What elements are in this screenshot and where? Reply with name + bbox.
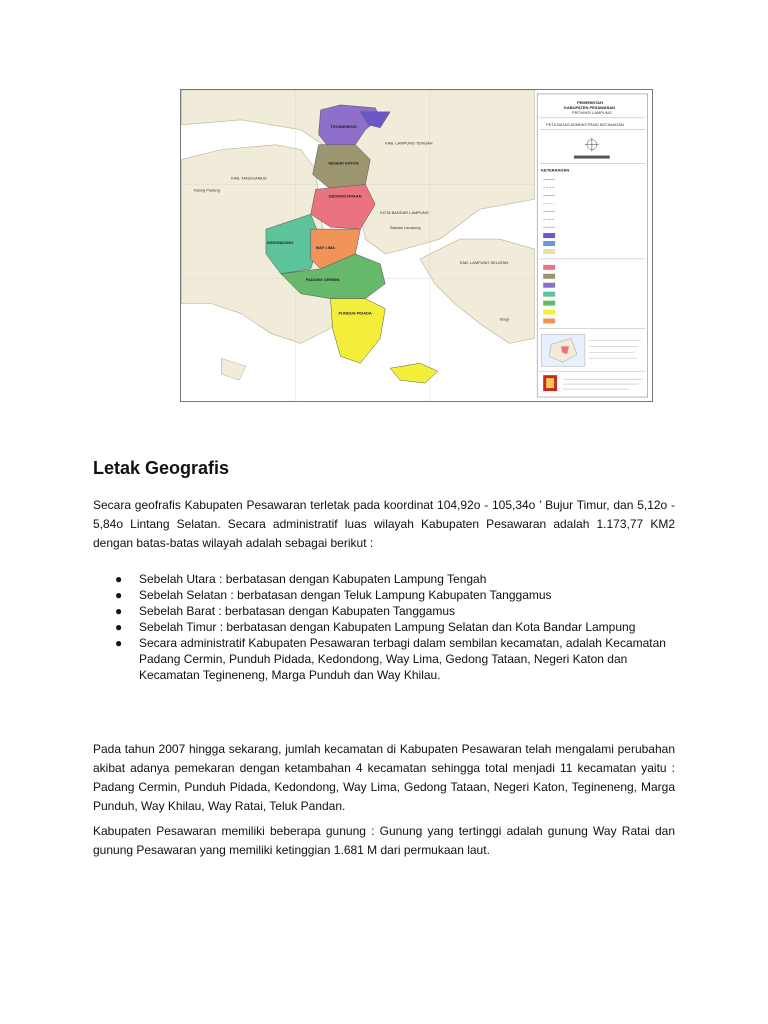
place-sragi: Sragi [499, 316, 509, 322]
legend-title-line-1: PEMERINTAH [576, 99, 603, 105]
bullet-icon: ● [115, 604, 123, 618]
mountain-paragraph: Kabupaten Pesawaran memiliki beberapa gunung : Gunung yang tertinggi adalah gunung Way Ratai dan gunung Pesawaran yang memiliki ketinggian 1.681 M dari permukaan laut. [93, 824, 675, 857]
legend-swatch-blue [543, 233, 555, 238]
paragraph-block-2 [93, 740, 675, 816]
legend-swatch-gedongtataan [543, 265, 555, 270]
legend-swatch-kedondong [543, 292, 555, 297]
map-svg [181, 90, 652, 401]
legend-heading: KETERANGAN [541, 167, 570, 173]
bullet-icon: ● [115, 620, 123, 634]
legend-title-line-2: KABUPATEN PESAWARAN [564, 104, 616, 110]
legend-swatch-padang-cermin [543, 301, 555, 306]
legend-swatch-lightblue [543, 241, 555, 246]
section-heading: Letak Geografis [93, 458, 230, 478]
place-talang-padang: Talang Padang [193, 187, 220, 193]
label-padang-cermin: PADANG CERMIN [305, 276, 340, 282]
history-paragraph: Pada tahun 2007 hingga sekarang, jumlah kecamatan di Kabupaten Pesawaran telah mengalami perubahan akibat adanya pemekaran dengan ketambahan 4 kecamatan sehingga total menjadi 11 kecamatan yaitu : Padang Cermin, Punduh Pidada, Kedondong, Way Lima, Gedong Tataan, Negeri Katon, Tegineneng, Marga Punduh, Way Khilau, Way Ratai, Teluk Pandan. [93, 742, 675, 813]
bullet-icon: ● [115, 588, 123, 602]
label-punduh-pidada: PUNDUH PIDADA [338, 310, 372, 316]
bullet-icon: ● [115, 636, 123, 650]
label-tegineneng: TEGINENENG [330, 123, 357, 129]
list-item: ● Sebelah Utara : berbatasan dengan Kabupaten Lampung Tengah [115, 572, 487, 586]
legend-swatch-tegineneng [543, 283, 555, 288]
label-lampung-selatan: KAB. LAMPUNG SELATAN [459, 259, 509, 265]
list-item: ● Secara administratif Kabupaten Pesawaran terbagi dalam sembilan kecamatan, adalah Kecamatan Padang Cermin, Punduh Pidada, Kedondong, Way Lima, Gedong Tataan, Negeri Katon dan Kecamatan Tegineneng, Marga Punduh dan Way Khilau. [115, 636, 666, 682]
paragraph-block-3 [93, 822, 675, 860]
map-legend-panel [537, 94, 647, 397]
boundary-list [93, 571, 675, 683]
legend-swatch-sand [543, 249, 555, 254]
list-item: ● Sebelah Selatan : berbatasan dengan Teluk Lampung Kabupaten Tanggamus [115, 588, 552, 602]
intro-block [93, 496, 675, 553]
label-way-lima: WAY LIMA [315, 244, 336, 250]
bullet-icon: ● [115, 572, 123, 586]
list-item: ● Sebelah Timur : berbatasan dengan Kabupaten Lampung Selatan dan Kota Bandar Lampung [115, 620, 636, 634]
label-negeri-katon: NEGERI KATON [328, 160, 359, 166]
list-item: ● Sebelah Barat : berbatasan dengan Kabupaten Tanggamus [115, 604, 456, 618]
label-bandar-lampung: KOTA BANDAR LAMPUNG [380, 210, 429, 216]
label-gedongtataan: GEDONGTATAAN [328, 193, 362, 199]
label-kedondong: KEDONDONG [266, 240, 294, 246]
legend-subtitle: PETA BATAS ADMINISTRASI KECAMATAN [546, 121, 624, 127]
map-figure [180, 89, 653, 402]
legend-swatch-negeri-katon [543, 274, 555, 279]
label-tanggamus: KAB. TANGGAMUS [231, 175, 267, 181]
label-lampung-tengah: KAB. LAMPUNG TENGAH [385, 140, 433, 146]
legend-title-line-3: PROVINSI LAMPUNG [572, 109, 612, 115]
legend-swatch-way-lima [543, 319, 555, 324]
place-bandar-lampung: Bandar Lampung [390, 225, 421, 231]
legend-swatch-punduh-pidada [543, 310, 555, 315]
intro-paragraph: Secara geofrafis Kabupaten Pesawaran terletak pada koordinat 104,92o - 105,34o ’ Bujur Timur, dan 5,12o - 5,84o Lintang Selatan. Secara administratif luas wilayah Kabupaten Pesawaran adalah 1.173,77 KM2 dengan batas-batas wilayah adalah sebagai berikut : [93, 498, 675, 550]
